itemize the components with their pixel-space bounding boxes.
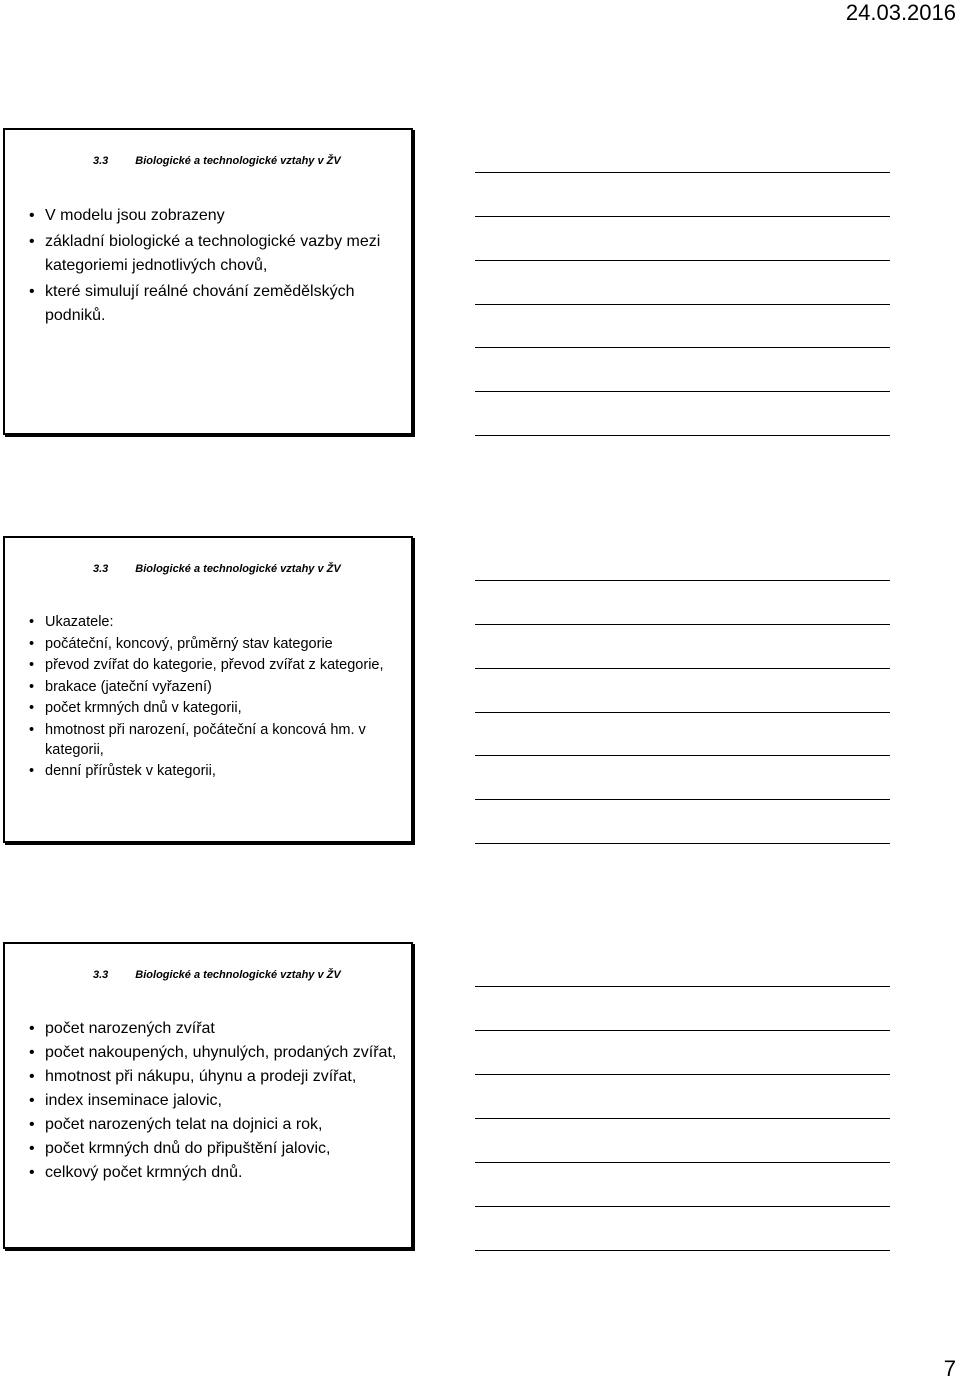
list-item: • Ukazatele: — [29, 612, 401, 632]
list-item: • index inseminace jalovic, — [29, 1090, 401, 1112]
note-line — [475, 260, 890, 261]
list-item: • počet krmných dnů do připuštění jalovic, — [29, 1138, 401, 1160]
note-line — [475, 843, 890, 844]
note-line — [475, 799, 890, 800]
bullet-list — [29, 1018, 401, 1186]
note-line — [475, 1250, 890, 1251]
slide-header-number: 3.3 — [93, 563, 109, 575]
list-item: • počáteční, koncový, průměrný stav kategorie — [29, 634, 401, 654]
note-line — [475, 1206, 890, 1207]
slide-header-title: Biologické a technologické vztahy v ŽV — [135, 969, 341, 981]
list-item: • počet narozených telat na dojnici a rok, — [29, 1114, 401, 1136]
note-line — [475, 712, 890, 713]
bullet-list — [29, 612, 401, 783]
note-line — [475, 1118, 890, 1119]
note-line — [475, 1074, 890, 1075]
note-line — [475, 1162, 890, 1163]
list-item: • které simulují reálné chování zemědělských podniků. — [29, 280, 401, 328]
slide-header-number: 3.3 — [93, 969, 109, 981]
note-line — [475, 986, 890, 987]
page-number: 7 — [943, 1356, 956, 1381]
slide-header-number: 3.3 — [93, 155, 109, 167]
list-item: • základní biologické a technologické vazby mezi kategoriemi jednotlivých chovů, — [29, 230, 401, 278]
list-item: • hmotnost při nákupu, úhynu a prodeji zvířat, — [29, 1066, 401, 1088]
note-line — [475, 391, 890, 392]
note-line — [475, 172, 890, 173]
note-line — [475, 304, 890, 305]
slide-2 — [3, 536, 413, 843]
bullet-list — [29, 204, 401, 330]
list-item: • V modelu jsou zobrazeny — [29, 204, 401, 228]
note-line — [475, 580, 890, 581]
slide-header — [93, 563, 341, 575]
page-date: 24.03.2016 — [845, 0, 956, 25]
list-item: • počet narozených zvířat — [29, 1018, 401, 1040]
note-line — [475, 216, 890, 217]
slide-header — [93, 969, 341, 981]
slide-header — [93, 155, 341, 167]
list-item: • celkový počet krmných dnů. — [29, 1162, 401, 1184]
list-item: • hmotnost při narození, počáteční a koncová hm. v kategorii, — [29, 720, 401, 760]
note-line — [475, 347, 890, 348]
list-item: • počet nakoupených, uhynulých, prodaných zvířat, — [29, 1042, 401, 1064]
note-line — [475, 668, 890, 669]
list-item: • denní přírůstek v kategorii, — [29, 761, 401, 781]
note-line — [475, 755, 890, 756]
slide-header-title: Biologické a technologické vztahy v ŽV — [135, 563, 341, 575]
slide-1 — [3, 128, 413, 435]
note-line — [475, 435, 890, 436]
note-line — [475, 624, 890, 625]
list-item: • počet krmných dnů v kategorii, — [29, 698, 401, 718]
list-item: • brakace (jateční vyřazení) — [29, 677, 401, 697]
slide-header-title: Biologické a technologické vztahy v ŽV — [135, 155, 341, 167]
note-line — [475, 1030, 890, 1031]
slide-3 — [3, 942, 413, 1249]
list-item: • převod zvířat do kategorie, převod zvířat z kategorie, — [29, 655, 401, 675]
